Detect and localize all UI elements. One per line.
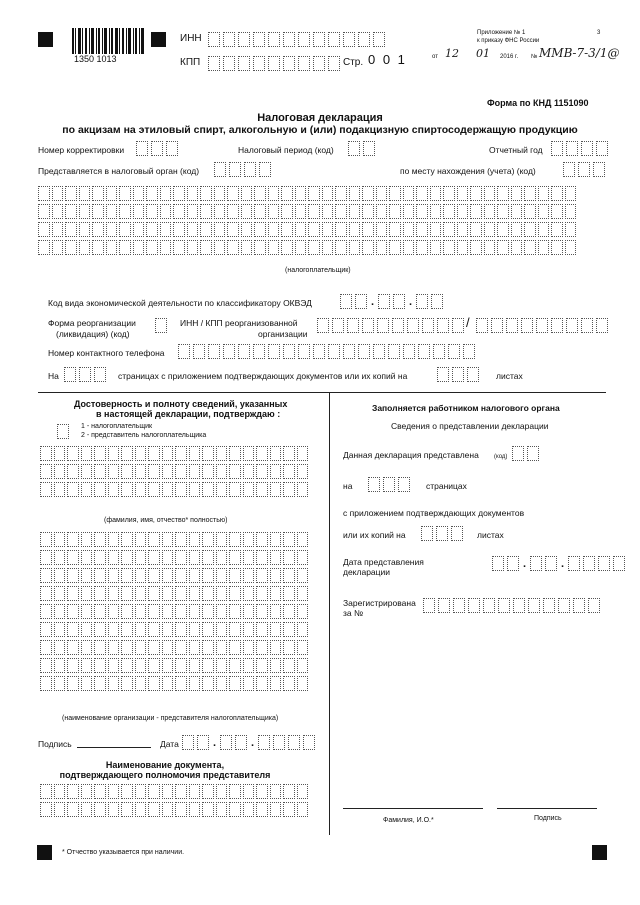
inn-cells[interactable]: [208, 32, 385, 47]
order-no-prefix: №: [531, 54, 538, 60]
correction-cells[interactable]: [136, 141, 178, 156]
date-prefix: от: [432, 54, 438, 60]
corner-marker-top-right: [151, 32, 166, 47]
presentation-date-cells[interactable]: . .: [492, 556, 625, 571]
right-pages-cells[interactable]: [368, 477, 410, 492]
presentation-date-label-2: декларации: [343, 567, 391, 577]
date-label: Дата: [160, 739, 179, 749]
sign-date-cells[interactable]: . .: [182, 735, 315, 750]
auth-doc-title-2: подтверждающего полномочия представителя: [59, 770, 271, 780]
registered-label-1: Зарегистрирована: [343, 598, 416, 608]
page-label: Стр.: [343, 57, 364, 68]
reorg-inn-label-1: ИНН / КПП реорганизованной: [180, 318, 298, 328]
form-title-line2: по акцизам на этиловый спирт, алкогольную и (или) подакцизную спиртосодержащую продукцию: [62, 124, 578, 136]
kpp-label: КПП: [180, 57, 201, 68]
page-number: 0 0 1: [368, 52, 407, 67]
tax-office-title: Заполняется работником налогового органа: [372, 403, 560, 413]
barcode-number: 1350 1013: [74, 54, 117, 64]
auth-doc-grid[interactable]: [40, 784, 308, 817]
right-with-docs-label: с приложением подтверждающих документов: [343, 508, 525, 518]
submitted-to-cells[interactable]: [214, 162, 271, 177]
pages-with-label: страницах с приложением подтверждающих документов или их копий на: [118, 371, 408, 381]
sheets-label: листах: [496, 371, 523, 381]
barcode: [72, 28, 144, 64]
appendix-line1: Приложение № 1: [477, 30, 526, 36]
signer-option-1: 1 - налогоплательщик: [81, 423, 153, 430]
signer-type-cell[interactable]: [57, 424, 69, 439]
corner-marker-bottom-left: [37, 845, 52, 860]
phone-cells[interactable]: [178, 344, 475, 359]
sheets-count-cells[interactable]: [437, 367, 479, 382]
submitted-to-label: Представляется в налоговый орган (код): [38, 166, 200, 176]
presented-code-label: (код): [494, 454, 508, 460]
okved-label: Код вида экономической деятельности по классификатору ОКВЭД: [48, 298, 312, 308]
right-pages-label: страницах: [426, 481, 467, 491]
presented-code-cells[interactable]: [512, 446, 539, 461]
order-year: 2016 г.: [500, 54, 519, 60]
tax-period-cells[interactable]: [348, 141, 375, 156]
pages-on-label: На: [48, 371, 59, 381]
signer-fio-grid[interactable]: [40, 446, 308, 497]
reorg-inn-label-2: организации: [258, 329, 308, 339]
reorg-form-label-1: Форма реорганизации: [48, 318, 136, 328]
right-or-copies-label: или их копий на: [343, 530, 406, 540]
order-month: 01: [476, 47, 490, 60]
signature-line: [77, 747, 151, 748]
signature-label: Подпись: [38, 739, 72, 749]
taxpayer-caption: (налогоплательщик): [285, 267, 351, 274]
appendix-page: 3: [597, 30, 601, 36]
kpp-cells[interactable]: [208, 56, 340, 71]
auth-doc-title-1: Наименование документа,: [105, 760, 225, 770]
form-title-line1: Налоговая декларация: [257, 112, 383, 124]
correction-label: Номер корректировки: [38, 145, 125, 155]
reorg-kpp-cells[interactable]: [476, 318, 608, 333]
presentation-date-label-1: Дата представления: [343, 557, 424, 567]
officer-fio-label: Фамилия, И.О.*: [383, 817, 434, 824]
officer-sign-label: Подпись: [534, 815, 562, 822]
representative-org-grid[interactable]: [40, 532, 308, 691]
corner-marker-top-left: [38, 32, 53, 47]
right-sheets-cells[interactable]: [421, 526, 463, 541]
footnote: * Отчество указывается при наличии.: [62, 849, 185, 856]
okved-cells[interactable]: . .: [340, 294, 443, 309]
signer-option-2: 2 - представитель налогоплательщика: [81, 432, 207, 439]
order-day: 12: [445, 47, 459, 60]
taxpayer-name-grid[interactable]: [38, 186, 576, 255]
reorg-inn-cells[interactable]: [317, 318, 464, 333]
reorg-slash: /: [466, 315, 470, 330]
officer-fio-line: [343, 808, 483, 809]
report-year-label: Отчетный год: [489, 145, 543, 155]
right-sheets-label: листах: [477, 530, 504, 540]
registered-label-2: за №: [343, 608, 364, 618]
tax-period-label: Налоговый период (код): [238, 145, 334, 155]
report-year-cells[interactable]: [551, 141, 608, 156]
phone-label: Номер контактного телефона: [48, 348, 165, 358]
corner-marker-bottom-right: [592, 845, 607, 860]
presented-label: Данная декларация представлена: [343, 450, 479, 460]
reorg-form-cells[interactable]: [155, 318, 167, 333]
reorg-form-label-2: (ликвидация) (код): [56, 329, 130, 339]
tax-office-subtitle: Сведения о представлении декларации: [391, 421, 549, 431]
order-number: ММВ-7-3/1@: [539, 46, 620, 60]
inn-label: ИНН: [180, 33, 202, 44]
fio-caption: (фамилия, имя, отчество* полностью): [104, 517, 228, 524]
confirm-title-line2: в настоящей декларации, подтверждаю :: [96, 409, 281, 419]
appendix-line2: к приказу ФНС России: [477, 38, 540, 44]
place-code-cells[interactable]: [563, 162, 605, 177]
officer-sign-line: [497, 808, 597, 809]
org-caption: (наименование организации - представителя налогоплательщика): [62, 715, 279, 722]
pages-count-cells[interactable]: [64, 367, 106, 382]
place-code-label: по месту нахождения (учета) (код): [400, 166, 536, 176]
section-divider: [38, 392, 606, 393]
confirm-title-line1: Достоверность и полноту сведений, указанных: [74, 399, 288, 409]
form-knd: Форма по КНД 1151090: [487, 98, 589, 108]
registration-number-cells[interactable]: [423, 598, 600, 613]
right-on-label: на: [343, 481, 353, 491]
